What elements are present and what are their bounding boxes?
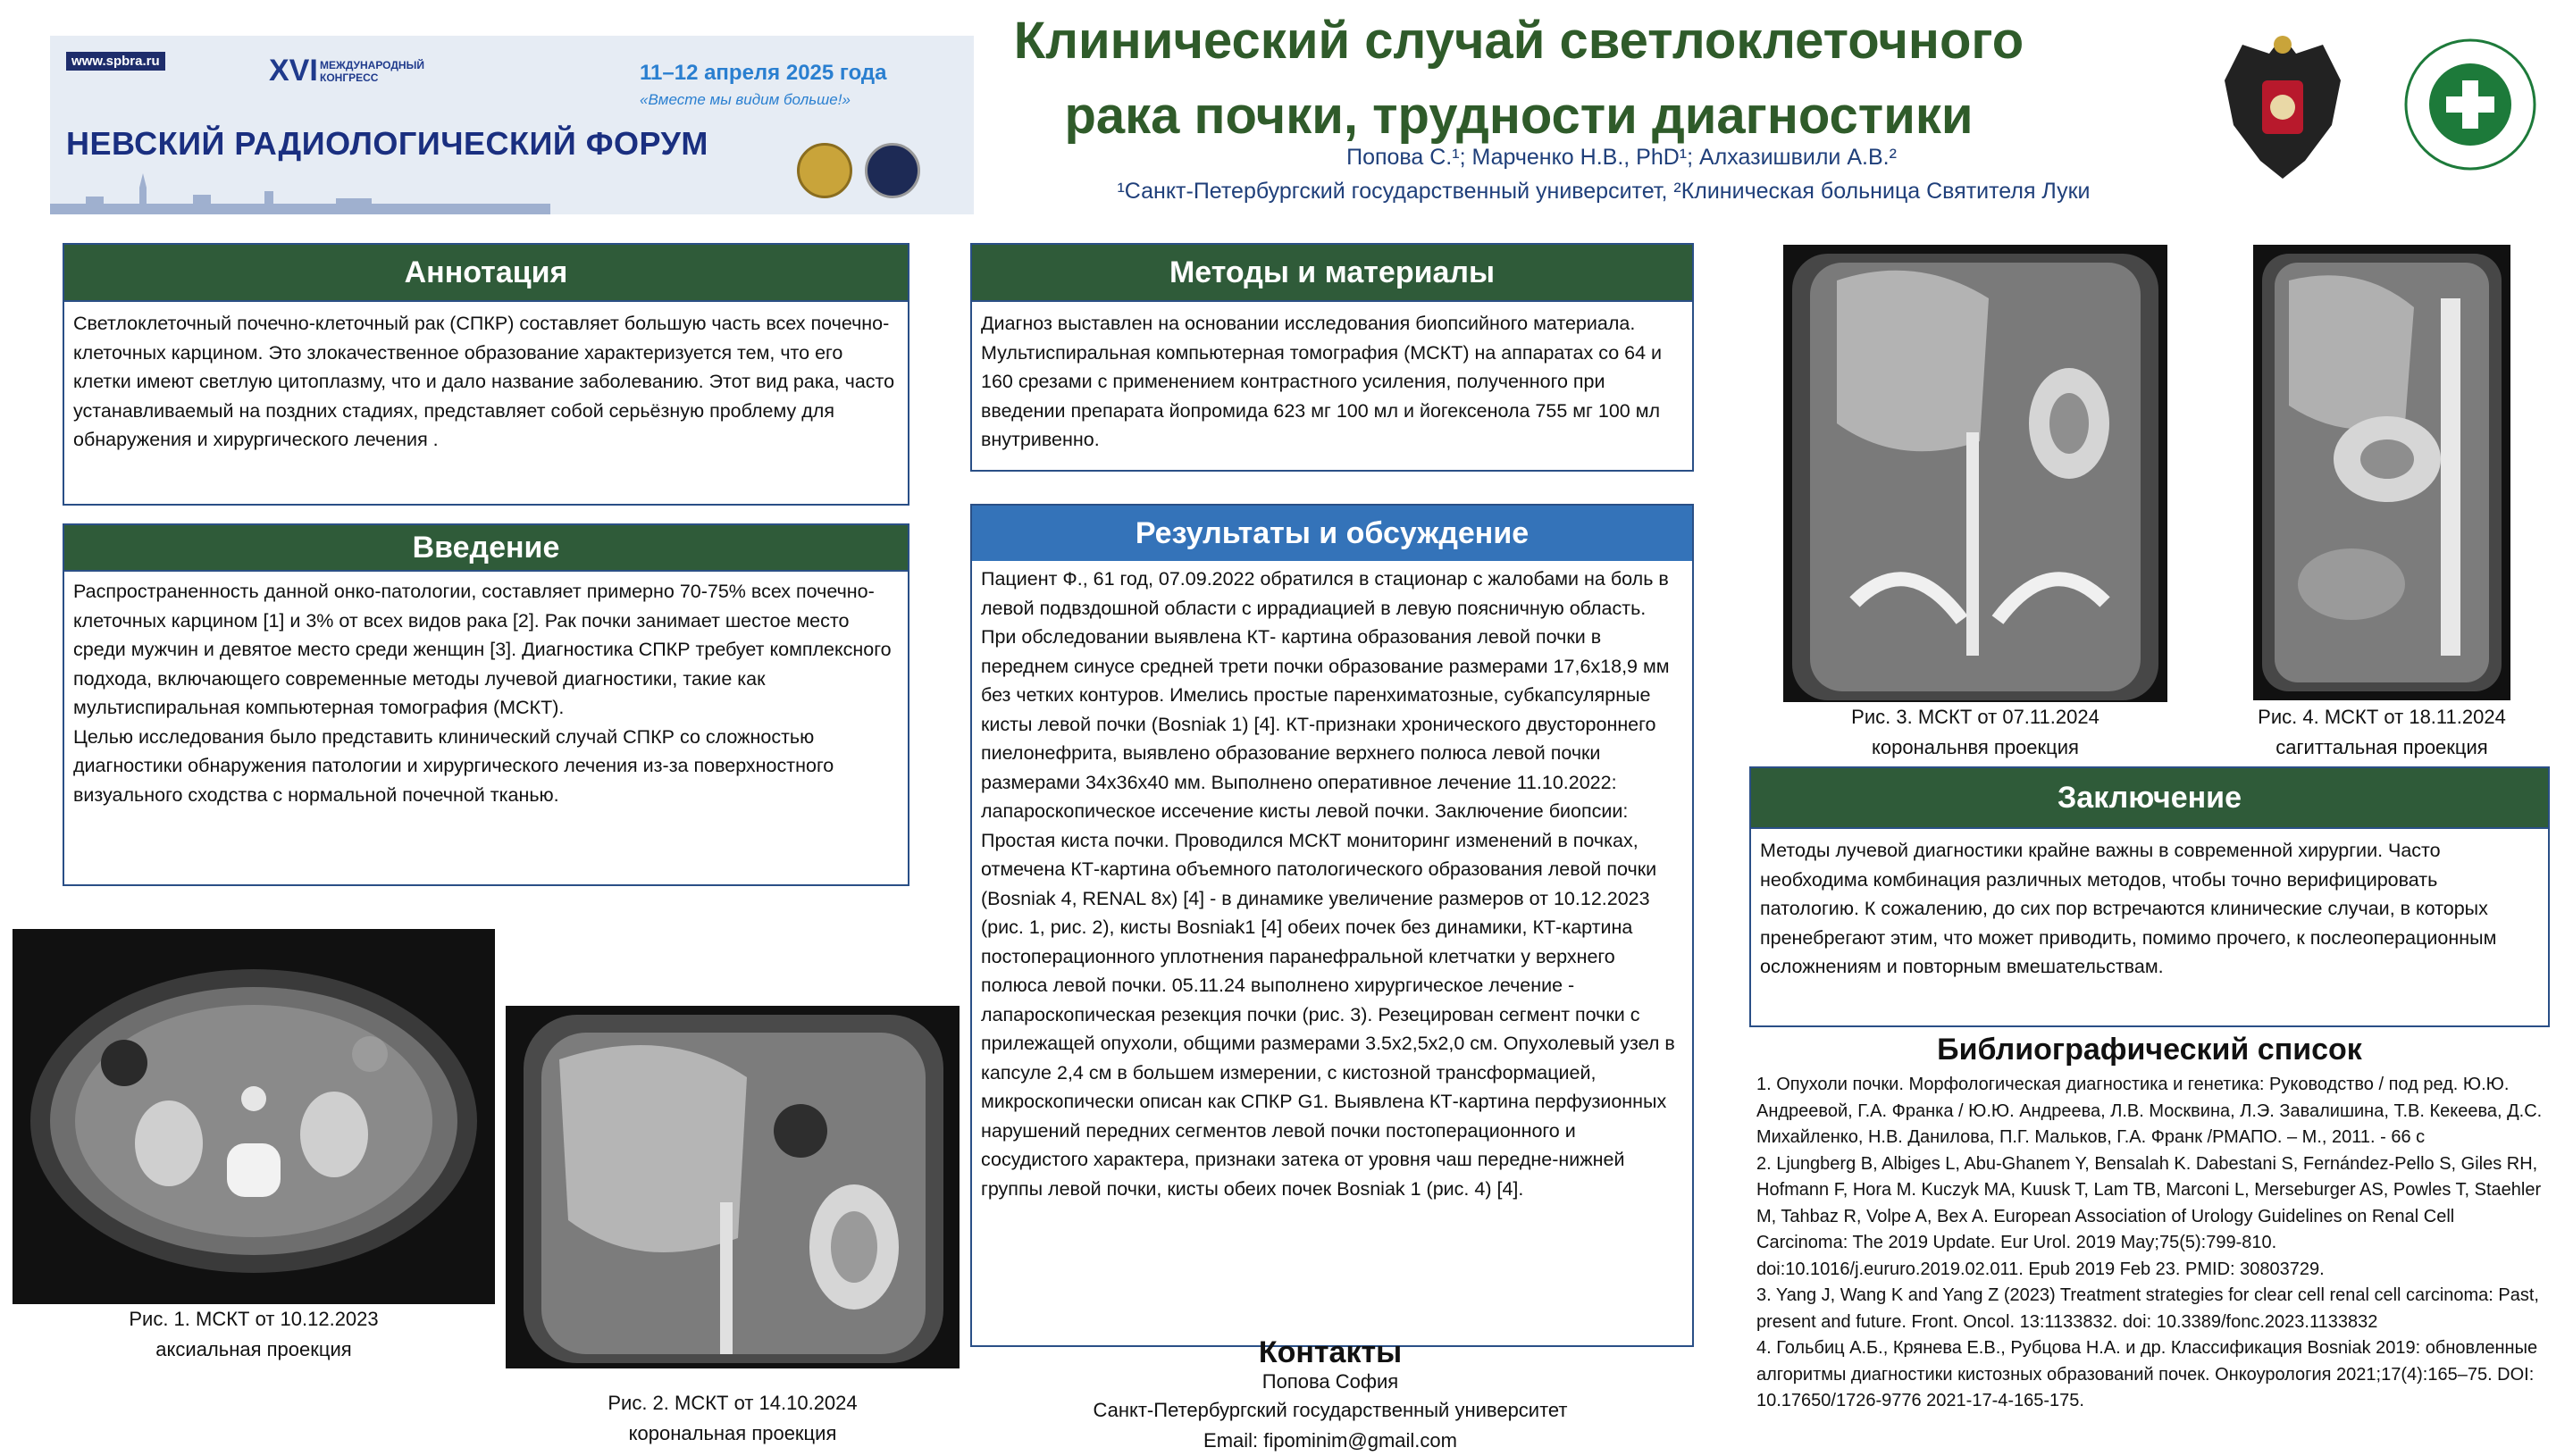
figure-1-caption-line2: аксиальная проекция [155,1338,352,1360]
introduction-paragraph: Распространенность данной онко-патологии, составляет примерно 70-75% всех почечно-клеточных карцином [1] и 3% от всех видов рака [2]. Рак почки занимает шестое место среди мужчин и девятое место среди женщин [3]. Диагностика СПКР требует комплексного подхода, включающего современные методы лучевой диагностики, такие как мультиспиральная компьютерная томография (МСКТ). [73,581,892,718]
reference-item: 2. Ljungberg B, Albiges L, Abu-Ghanem Y, Bensalah K. Dabestani S, Fernández-Pello S, Giles RH, Hofmann F, Hora M. Kuczyk MA, Kuusk T, Lam TB, Marconi L, Merseburger AS, Powles T, Staehler M, Tahbaz R, Volpe A, Bex A. European Association of Urology Guidelines on Renal Cell Carcinoma: The 2019 Update. Eur Urol. 2019 May;75(5):799-810. doi:10.1016/j.eururo.2019.02.011. Epub 2019 Feb 23. PMID: 30803729. [1756,1153,2542,1279]
forum-name: НЕВСКИЙ РАДИОЛОГИЧЕСКИЙ ФОРУМ [66,125,708,162]
forum-banner [50,36,974,214]
conclusion-heading: Заключение [1751,768,2548,827]
forum-motto: «Вместе мы видим больше!» [640,91,851,108]
authors: Попова С.¹; Марченко Н.В., PhD¹; Алхазишвили А.В.² [1346,145,1897,170]
annotation-section [63,243,909,506]
figure-4-caption-line2: сагиттальная проекция [2275,736,2488,758]
figure-3-caption-line1: Рис. 3. МСКТ от 07.11.2024 [1851,706,2099,728]
reference-item: 3. Yang J, Wang K and Yang Z (2023) Treatment strategies for clear cell renal cell carcinoma: Past, present and future. Front. Oncol. 13:1133832. doi: 10.3389/fonc.2023.1133832 [1756,1285,2539,1332]
methods-heading: Методы и материалы [972,245,1692,300]
introduction-aim: Целью исследования было представить клинический случай СПКР со сложностью диагностики обнаружения патологии и хирургического лечения из-за поверхностного визуального сходства с нормальной почечной тканью. [73,725,834,806]
university-emblem-icon [2207,27,2359,188]
figure-1-ct-axial [13,929,495,1304]
figure-3-ct-coronal [1783,245,2167,702]
figure-4-caption-line1: Рис. 4. МСКТ от 18.11.2024 [2258,706,2506,728]
poster-title-line1: Клинический случай светлоклеточного [1013,12,2024,70]
figure-3-caption [1783,702,2167,763]
figure-1-caption [0,1304,507,1365]
ct-sagittal-image [2253,245,2510,700]
affiliations: ¹Санкт-Петербургский государственный университет, ²Клиническая больница Святителя Луки [1117,179,2091,204]
annotation-text: Светлоклеточный почечно-клеточный рак (СПКР) составляет большую часть всех почечно-клеточных карцином. Это злокачественное образование характеризуется тем, что его клетки имеют светлую цитоплазму, что и дало название заболеванию. Этот вид рака, часто устанавливаемый на поздних стадиях, представляет собой серьёзную проблему для обнаружения и хирургического лечения . [64,300,908,462]
figure-1-caption-line1: Рис. 1. МСКТ от 10.12.2023 [129,1308,379,1330]
poster-title-line2: рака почки, трудности диагностики [1064,87,1974,145]
ct-coronal-image-2 [1783,245,2167,702]
figure-2-caption-line2: корональная проекция [628,1422,837,1444]
results-heading: Результаты и обсуждение [972,506,1692,561]
introduction-body [64,570,908,816]
congress-label-line1: МЕЖДУНАРОДНЫЙ [320,59,424,71]
contact-email[interactable]: Email: fipominim@gmail.com [1203,1429,1457,1452]
contact-name: Попова София [1261,1370,1399,1393]
figure-2-caption [506,1388,960,1449]
banner-url: www.spbra.ru [66,52,165,71]
figure-2-ct-coronal [506,1006,960,1368]
congress-label-line2: КОНГРЕСС [320,71,379,84]
hospital-logo-icon [2403,38,2537,172]
introduction-section [63,523,909,886]
figure-2-caption-line1: Рис. 2. МСКТ от 14.10.2024 [608,1392,858,1414]
ct-axial-image [13,929,495,1304]
references-heading: Библиографический список [1937,1033,2362,1067]
ct-coronal-image [506,1006,960,1368]
introduction-heading: Введение [64,525,908,570]
methods-text: Диагноз выставлен на основании исследования биопсийного материала. Мультиспиральная компьютерная томография (МСКТ) на аппаратах со 64 и 160 срезами с применением контрастного усиления, полученного при введении препарата йопромида 623 мг 100 мл и йогексенола 755 мг 100 мл внутривенно. [972,300,1692,462]
contacts-section [970,1336,1690,1456]
figure-4-ct-sagittal [2253,245,2510,700]
congress-number: XVI [269,54,318,88]
results-section [970,504,1694,1347]
contact-organization: Санкт-Петербургский государственный университет [1093,1399,1568,1421]
award-badge-icon [797,143,852,198]
poster-title [974,4,2064,154]
results-text: Пациент Ф., 61 год, 07.09.2022 обратился в стационар с жалобами на боль в левой подвздошной области с иррадиацией в левую поясничную область. При обследовании выявлена КТ- картина образования левой почки в переднем синусе средней трети почки образование размерами 17,6х18,9 мм без четких контуров. Имелись простые паренхиматозные, субкапсулярные кисты левой почки (Bosniak 1) [4]. КТ-признаки хронического двустороннего пиелонефрита, выявлено образование верхнего полюса левой почки размерами 34х36х40 мм. Выполнено оперативное лечение 11.10.2022: лапароскопическое иссечение кисты левой почки. Заключение биопсии: Простая киста почки. Проводился МСКТ мониторинг изменений в почках, отмечена КТ-картина объемного патологического образования левой почки (Bosniak 4, RENAL 8x) [4] - в динамике увеличение размеров от 10.12.2023 (рис. 1, рис. 2), кисты Bosniak1 [4] обеих почек без динамики, КТ-картина постоперационного уплотнения паранефральной клетчатки у верхнего полюса левой почки. 05.11.24 выполнено хирургическое лечение - лапароскопическая резекция почки (рис. 3). Резецирован сегмент почки с прилежащей опухоли, общими размерами 3.5х2,5х2,0 см. Опухолевый узел в капсуле 2,4 см в большем измерении, с кистозной трансформацией, микроскопически описан как СПКР G1. Выявлена КТ-картина перфузионных нарушений передних сегментов левой почки постоперационного и сосудистого характера, признаки затека от уровня чаш передне-нижней группы левой почки, кисты обеих почек Bosniak 1 (рис. 4) [4]. [981,568,1675,1200]
conclusion-text: Методы лучевой диагностики крайне важны в современной хирургии. Часто необходима комбинация различных методов, чтобы точно верифицировать патологию. К сожалению, до сих пор встречаются клинические случаи, в которых пренебрегают этим, что может приводить, помимо прочего, к послеоперационным осложнениям и повторным вмешательствам. [1751,827,2548,989]
reference-item: 4. Гольбиц А.Б., Крянева Е.В., Рубцова Н.А. и др. Классификация Bosniak 2019: обновленные алгоритмы диагностики кистозных образований почек. Онкоурология 2021;17(4):165–75. DOI: 10.17650/1726-9776 2021-17-4-165-175. [1756,1338,2538,1410]
congress-label [320,59,424,84]
methods-section [970,243,1694,472]
forum-dates: 11–12 апреля 2025 года [640,61,887,85]
nrf-badge-icon [865,143,920,198]
figure-4-caption [2225,702,2539,763]
conclusion-section [1749,766,2550,1027]
city-skyline-icon [50,170,550,214]
figure-3-caption-line2: корональнвя проекция [1872,736,2079,758]
reference-item: 1. Опухоли почки. Морфологическая диагностика и генетика: Руководство / под ред. Ю.Ю. Андреевой, Г.А. Франка / Ю.Ю. Андреева, Л.В. Москвина, Л.Э. Завалишина, Т.В. Кекеева, Д.С. Михайленко, Н.В. Данилова, П.Г. Мальков, Г.А. Франк /РМАПО. – М., 2011. - 66 с [1756,1075,2543,1147]
contacts-heading: Контакты [1258,1335,1403,1369]
annotation-heading: Аннотация [64,245,908,300]
references-section [1756,1027,2543,1415]
